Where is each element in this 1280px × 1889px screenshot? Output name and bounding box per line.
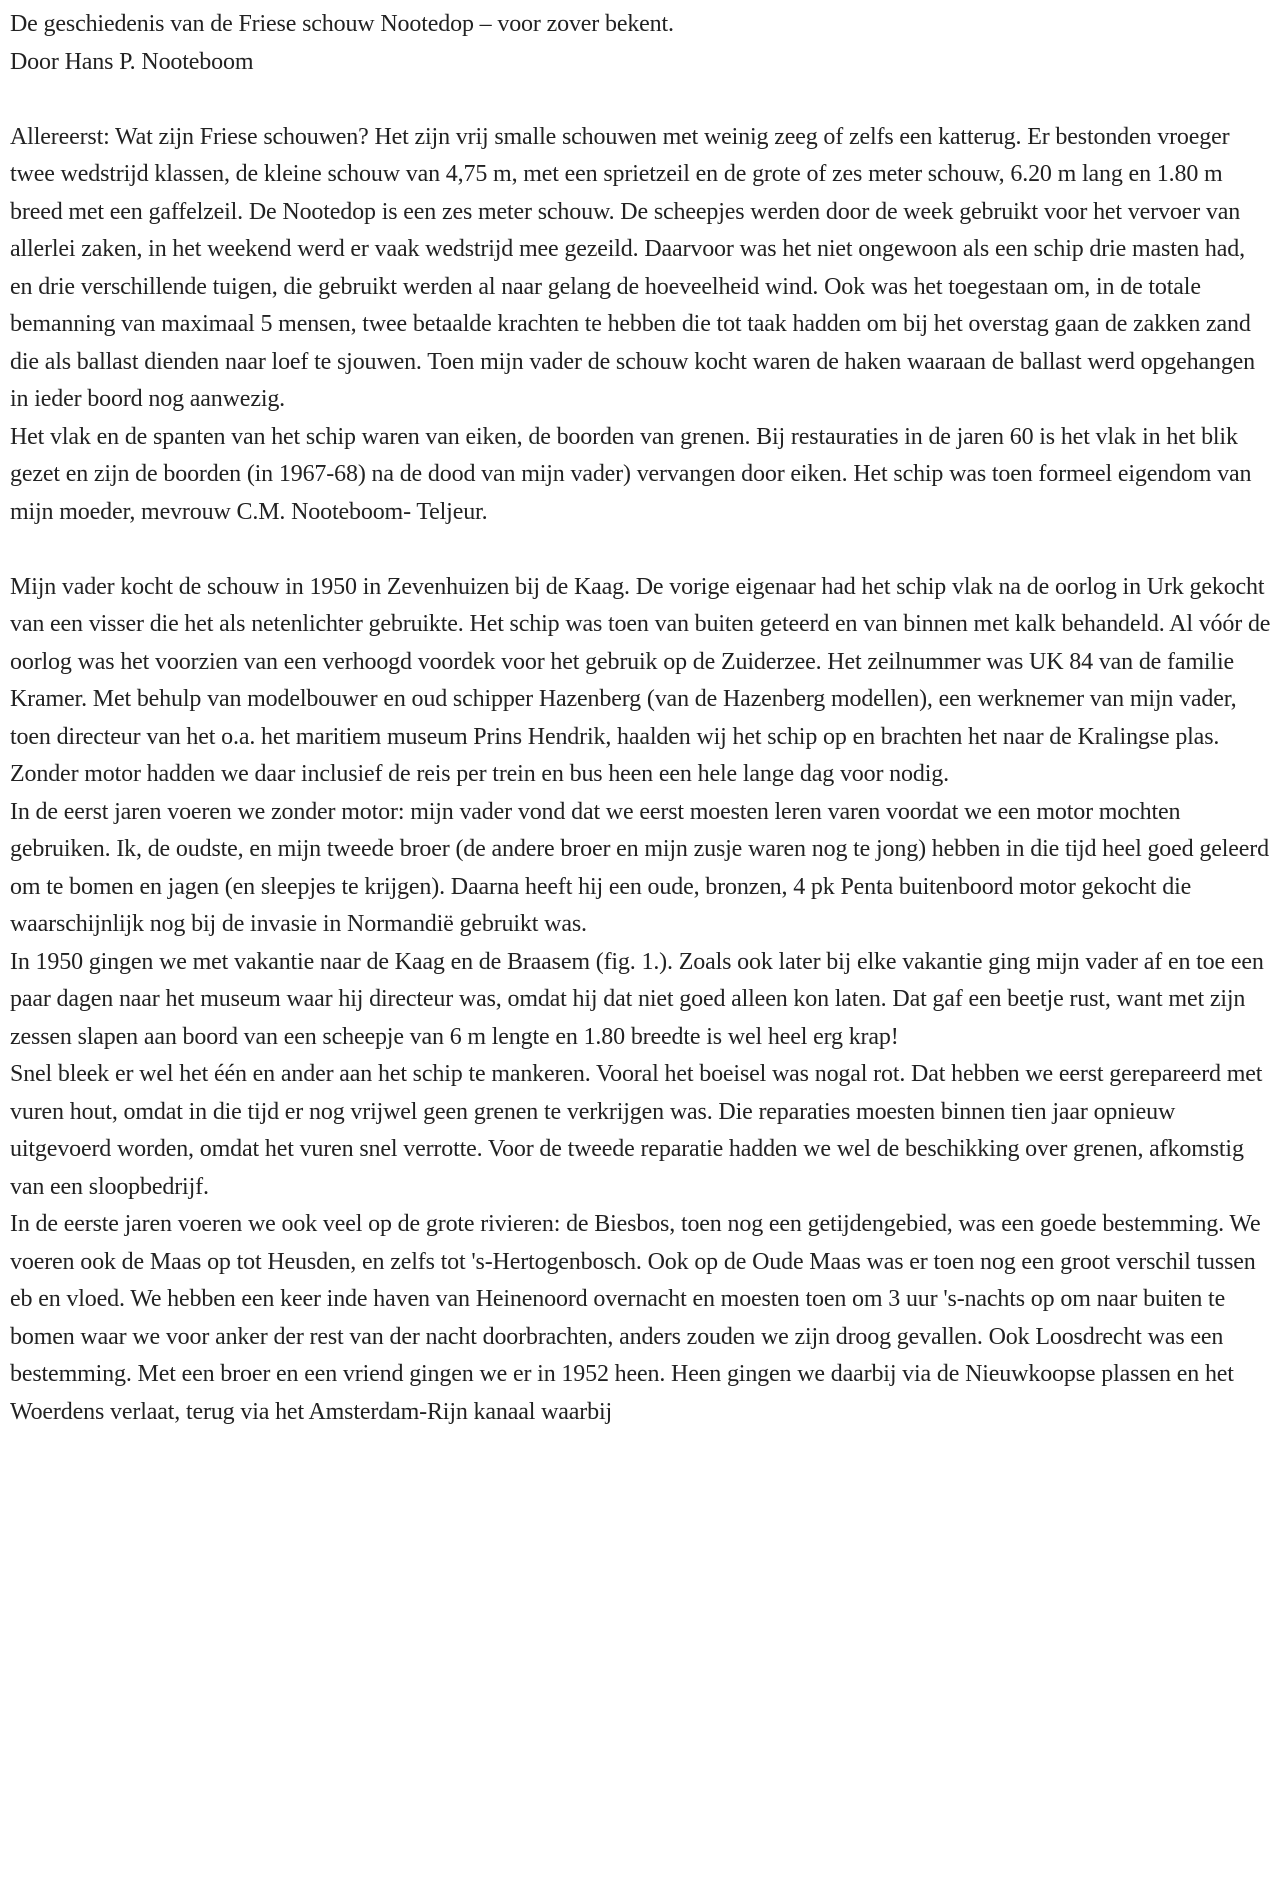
document-title: De geschiedenis van de Friese schouw Nootedop – voor zover bekent. xyxy=(10,11,674,37)
paragraph-repairs: Snel bleek er wel het één en ander aan het schip te mankeren. Vooral het boeisel was nogal rot. Dat hebben we eerst gerepareerd met vuren hout, omdat in die tijd er nog vrijwel geen grenen te verkrijgen was. Die reparaties moesten binnen tien jaar opnieuw uitgevoerd worden, omdat het vuren snel verrotte. Voor de tweede reparatie hadden we wel de beschikking over grenen, afkomstig van een sloopbedrijf. xyxy=(10,1061,1263,1200)
paragraph-vacation-1950: In 1950 gingen we met vakantie naar de Kaag en de Braasem (fig. 1.). Zoals ook later bij elke vakantie ging mijn vader af en toe een paar dagen naar het museum waar hij directeur was, omdat hij dat niet goed alleen kon laten. Dat gaf een beetje rust, want met zijn zessen slapen aan boord van een scheepje van 6 m lengte en 1.80 breedte is wel heel erg krap! xyxy=(10,948,1264,1050)
paragraph-intro: Allereerst: Wat zijn Friese schouwen? Het zijn vrij smalle schouwen met weinig zeeg of zelfs een katterug. Er bestonden vroeger twee wedstrijd klassen, de kleine schouw van 4,75 m, met een sprietzeil en de grote of zes meter schouw, 6.20 m lang en 1.80 m breed met een gaffelzeil. De Nootedop is een zes meter schouw. De scheepjes werden door de week gebruikt voor het vervoer van allerlei zaken, in het weekend werd er vaak wedstrijd mee gezeild. Daarvoor was het niet ongewoon als een schip drie masten had, en drie verschillende tuigen, die gebruikt werden al naar gelang de hoeveelheid wind. Ook was het toegestaan om, in de totale bemanning van maximaal 5 mensen, twee betaalde krachten te hebben die tot taak hadden om bij het overstag gaan de zakken zand die als ballast dienden naar loef te sjouwen. Toen mijn vader de schouw kocht waren de haken waaraan de ballast werd opgehangen in ieder boord nog aanwezig. xyxy=(10,123,1256,412)
document-body xyxy=(10,6,1272,1431)
document-author: Door Hans P. Nooteboom xyxy=(10,48,254,75)
paragraph-first-years: In de eerst jaren voeren we zonder motor: mijn vader vond dat we eerst moesten leren varen voordat we een motor mochten gebruiken. Ik, de oudste, en mijn tweede broer (de andere broer en mijn zusje waren nog te jong) hebben in die tijd heel goed geleerd om te bomen en jagen (en sleepjes te krijgen). Daarna heeft hij een oude, bronzen, 4 pk Penta buitenboord motor gekocht die waarschijnlijk nog bij de invasie in Normandië gebruikt was. xyxy=(10,798,1269,937)
paragraph-gap xyxy=(10,81,1272,119)
paragraph-gap xyxy=(10,531,1272,569)
paragraph-rivers: In de eerste jaren voeren we ook veel op de grote rivieren: de Biesbos, toen nog een getijdengebied, was een goede bestemming. We voeren ook de Maas op tot Heusden, en zelfs tot 's-Hertogenbosch. Ook op de Oude Maas was er toen nog een groot verschil tussen eb en vloed. We hebben een keer inde haven van Heinenoord overnacht en moesten toen om 3 uur 's-nachts op om naar buiten te bomen waar we voor anker der rest van der nacht doorbrachten, anders zouden we zijn droog gevallen. Ook Loosdrecht was een bestemming. Met een broer en een vriend gingen we er in 1952 heen. Heen gingen we daarbij via de Nieuwkoopse plassen en het Woerdens verlaat, terug via het Amsterdam-Rijn kanaal waarbij xyxy=(10,1211,1261,1425)
paragraph-purchase: Mijn vader kocht de schouw in 1950 in Zevenhuizen bij de Kaag. De vorige eigenaar had het schip vlak na de oorlog in Urk gekocht van een visser die het als netenlichter gebruikte. Het schip was toen van buiten geteerd en van binnen met kalk behandeld. Al vóór de oorlog was het voorzien van een verhoogd voordek voor het gebruik op de Zuiderzee. Het zeilnummer was UK 84 van de familie Kramer. Met behulp van modelbouwer en oud schipper Hazenberg (van de Hazenberg modellen), een werknemer van mijn vader, toen directeur van het o.a. het maritiem museum Prins Hendrik, haalden wij het schip op en brachten het naar de Kralingse plas. Zonder motor hadden we daar inclusief de reis per trein en bus heen een hele lange dag voor nodig. xyxy=(10,573,1271,787)
paragraph-construction: Het vlak en de spanten van het schip waren van eiken, de boorden van grenen. Bij restauraties in de jaren 60 is het vlak in het blik gezet en zijn de boorden (in 1967-68) na de dood van mijn vader) vervangen door eiken. Het schip was toen formeel eigendom van mijn moeder, mevrouw C.M. Nooteboom- Teljeur. xyxy=(10,423,1252,525)
